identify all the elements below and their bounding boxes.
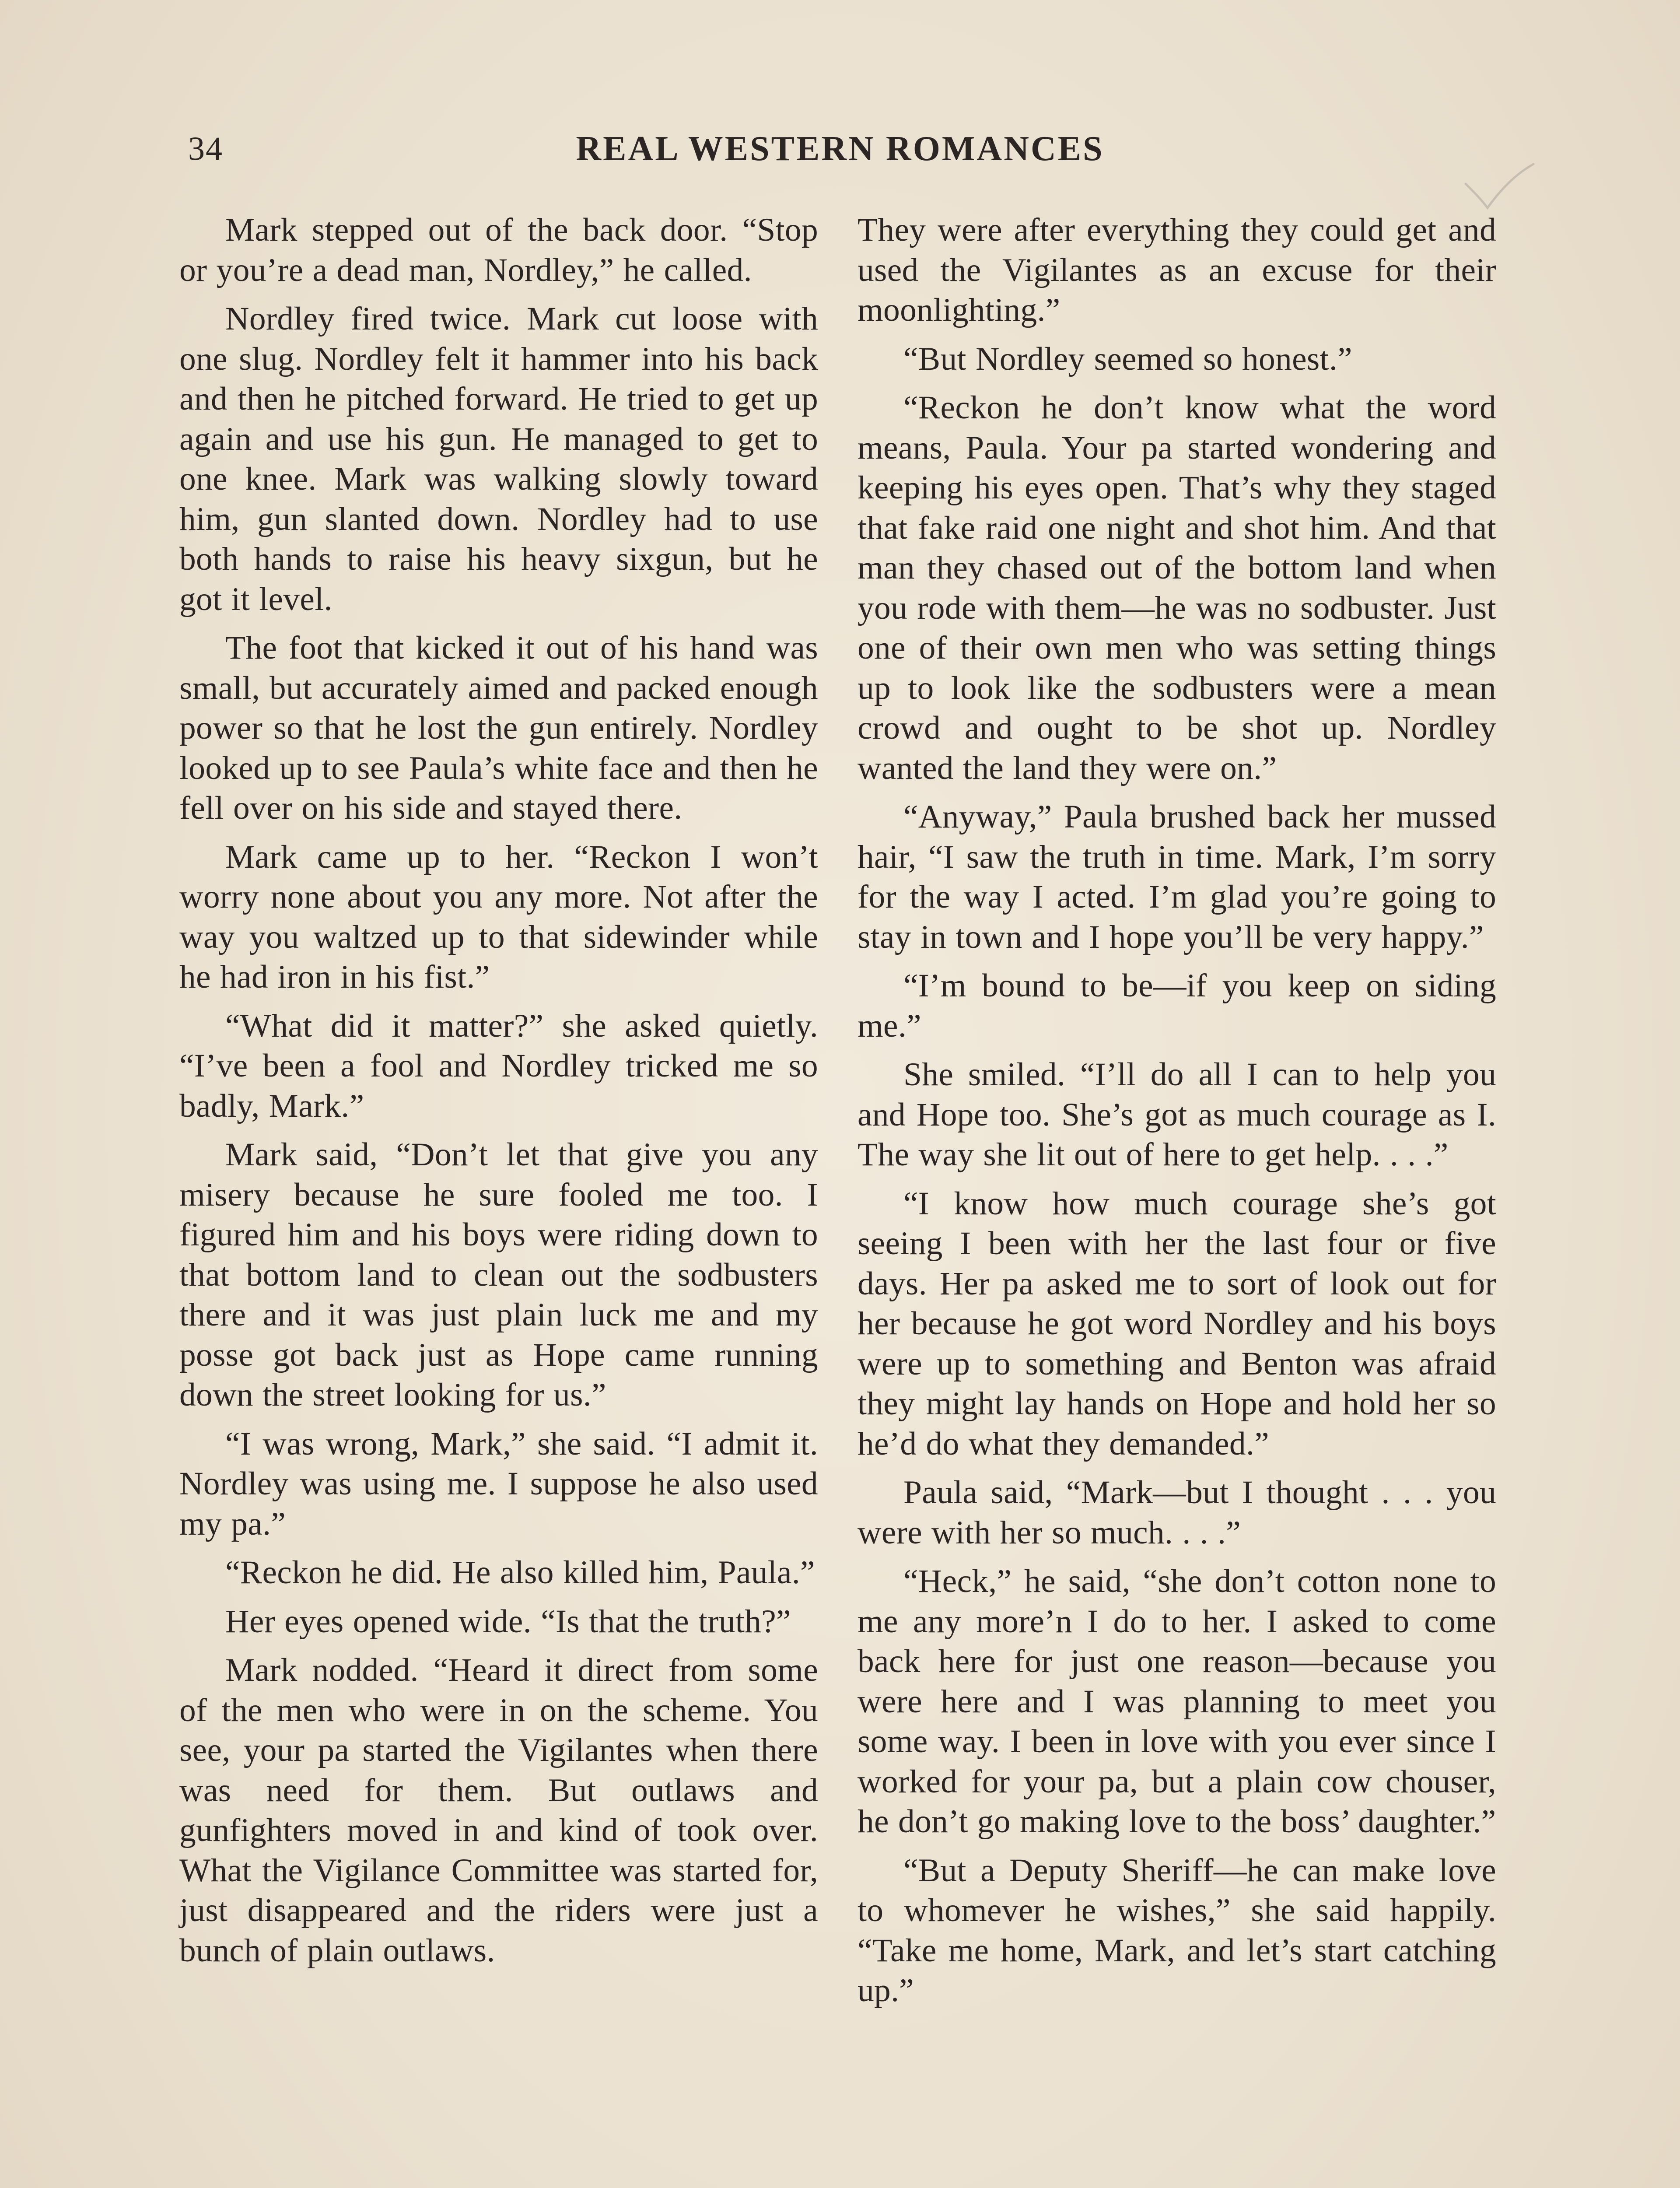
page-number: 34 <box>188 130 223 167</box>
paragraph: Mark said, “Don’t let that give you any misery because he sure fooled me too. I figured him and his boys were riding down to that bottom land to clean out the sodbusters there and it was just plain luck me and my posse got back just as Hope came running down the street looking for us.” <box>179 1136 818 1413</box>
paragraph: “I was wrong, Mark,” she said. “I admit it. Nordley was using me. I suppose he also used my pa.” <box>179 1425 818 1542</box>
left-column <box>179 210 818 1979</box>
paragraph: “Heck,” he said, “she don’t cotton none to me any more’n I do to her. I asked to come back here for just one reason—because you were here and I was planning to meet you some way. I been in love with you ever since I worked for your pa, but a plain cow chouser, he don’t go making love to the boss’ daughter.” <box>858 1563 1496 1840</box>
paragraph-continuation: They were after everything they could get and used the Vigilantes as an excuse for their moonlighting.” <box>858 212 1496 328</box>
paragraph: “But Nordley seemed so honest.” <box>903 340 1352 377</box>
paragraph: “But a Deputy Sheriff—he can make love to whomever he wishes,” she said happily. “Take me home, Mark, and let’s start catching up.” <box>858 1852 1496 2009</box>
paragraph: “I’m bound to be—if you keep on siding me.” <box>858 968 1496 1044</box>
paragraph: “Anyway,” Paula brushed back her mussed hair, “I saw the truth in time. Mark, I’m sorry for the way I acted. I’m glad you’re going to stay in town and I hope you’ll be very happy.” <box>858 799 1496 955</box>
paragraph: Mark stepped out of the back door. “Stop or you’re a dead man, Nordley,” he called. <box>179 212 818 288</box>
paragraph: Paula said, “Mark—but I thought . . . you were with her so much. . . .” <box>858 1474 1496 1551</box>
paragraph: The foot that kicked it out of his hand was small, but accurately aimed and packed enough power so that he lost the gun entirely. Nordley looked up to see Paula’s white face and then he fell over on his side and stayed there. <box>179 630 818 826</box>
paragraph: “What did it matter?” she asked quietly. “I’ve been a fool and Nordley tricked me so badly, Mark.” <box>179 1007 818 1124</box>
paragraph: Her eyes opened wide. “Is that the truth?” <box>225 1603 791 1640</box>
page-header <box>0 125 1680 173</box>
paragraph: Mark came up to her. “Reckon I won’t worry none about you any more. Not after the way you waltzed up to that sidewinder while he had iron in his fist.” <box>179 838 818 995</box>
right-column <box>858 210 1496 2020</box>
paragraph: Mark nodded. “Heard it direct from some of the men who were in on the scheme. You see, your pa started the Vigilantes when there was need for them. But outlaws and gunfighters moved in and kind of took over. What the Vigilance Committee was started for, just disappeared and the riders were just a bunch of plain outlaws. <box>179 1652 818 1969</box>
paragraph: “Reckon he don’t know what the word means, Paula. Your pa started wondering and keeping his eyes open. That’s why they staged that fake raid one night and shot him. And that man they chased out of the bottom land when you rode with them—he was no sodbuster. Just one of their own men who was setting things up to look like the sodbusters were a mean crowd and ought to be shot up. Nordley wanted the land they were on.” <box>858 389 1496 786</box>
paragraph: “I know how much courage she’s got seeing I been with her the last four or five days. Her pa asked me to sort of look out for her because he got word Nordley and his boys were up to something and Benton was afraid they might lay hands on Hope and hold her so he’d do what they demanded.” <box>858 1185 1496 1462</box>
running-head: REAL WESTERN ROMANCES <box>576 130 1104 168</box>
paragraph: She smiled. “I’ll do all I can to help you and Hope too. She’s got as much courage as I. The way she lit out of here to get help. . . .” <box>858 1056 1496 1173</box>
paragraph: Nordley fired twice. Mark cut loose with one slug. Nordley felt it hammer into his back and then he pitched forward. He tried to get up again and use his gun. He managed to get to one knee. Mark was walking slowly toward him, gun slanted down. Nordley had to use both hands to raise his heavy sixgun, but he got it level. <box>179 301 818 617</box>
paragraph: “Reckon he did. He also killed him, Paula.” <box>225 1554 815 1591</box>
